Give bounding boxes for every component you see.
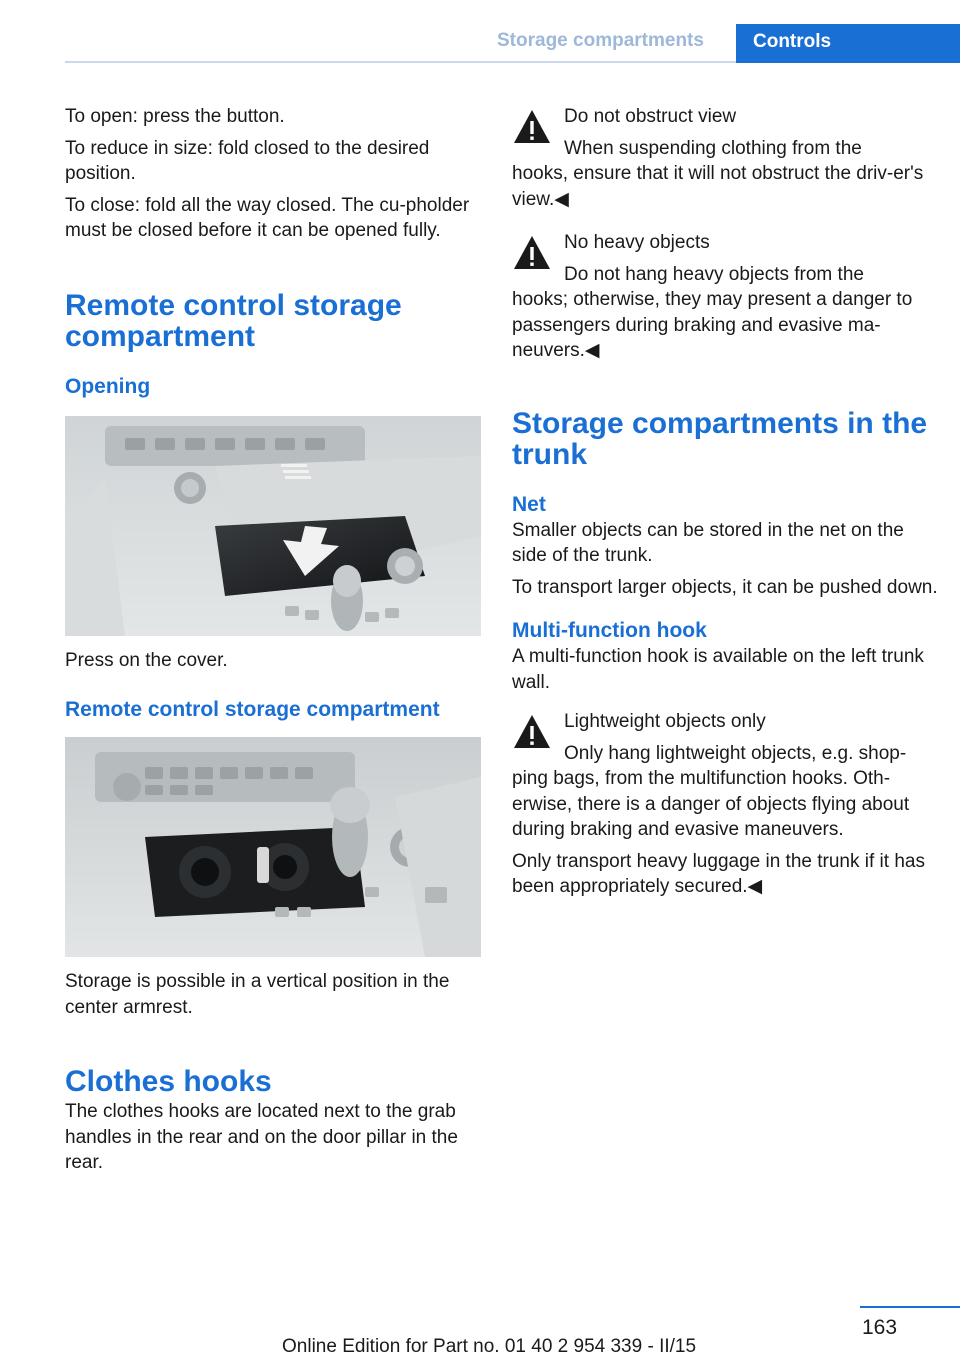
warning-body-heavy-objects-b: hooks; otherwise, they may present a danger to passengers during braking and evasive ma‐neuvers.◀ <box>512 289 913 361</box>
caption-press-cover: Press on the cover. <box>65 649 228 671</box>
caption-vertical-storage: Storage is possible in a vertical position in the center armrest. <box>65 971 450 1018</box>
warning-heavy-objects <box>512 230 942 364</box>
edition-note: Online Edition for Part no. 01 40 2 954 339 - II/15 <box>282 1336 697 1357</box>
photo-console-cover <box>65 416 481 636</box>
warning-body-heavy-objects-a: Do not hang heavy objects from the <box>564 263 864 285</box>
heading-net: Net <box>512 492 546 516</box>
heading-multi-function-hook: Multi-function hook <box>512 619 707 642</box>
warning-body-lightweight-a: Only hang lightweight objects, e.g. shop‐ <box>564 742 907 764</box>
heading-remote-control-storage: Remote control storage compartment <box>65 288 402 353</box>
text-heavy-luggage: Only transport heavy luggage in the trunk if it has been appropriately secured.◀ <box>512 850 925 897</box>
warning-obstruct-view <box>512 104 942 212</box>
warning-title-obstruct-view: Do not obstruct view <box>564 106 737 127</box>
warning-title-heavy-objects: No heavy objects <box>564 232 710 253</box>
photo-armrest-storage <box>65 737 481 957</box>
heading-clothes-hooks: Clothes hooks <box>65 1065 272 1098</box>
heading-trunk-storage: Storage compartments in the trunk <box>512 406 928 471</box>
footer-rule <box>860 1306 960 1308</box>
warning-lightweight-objects <box>512 709 942 843</box>
text-clothes-hooks: The clothes hooks are located next to the grab handles in the rear and on the door pillar in the rear. <box>65 1101 458 1173</box>
text-reduce: To reduce in size: fold closed to the desired position. <box>65 137 430 184</box>
heading-opening: Opening <box>65 374 151 398</box>
warning-triangle-icon <box>512 108 552 146</box>
left-column <box>65 104 483 1182</box>
page-number: 163 <box>862 1316 898 1339</box>
warning-body-obstruct-view-a: When suspending clothing from the <box>564 137 862 159</box>
text-open: To open: press the button. <box>65 106 285 127</box>
text-close: To close: fold all the way closed. The cu‐pholder must be closed before it can be opened fully. <box>65 194 470 241</box>
warning-body-obstruct-view-b: hooks, ensure that it will not obstruct the driv‐er's view.◀ <box>512 163 924 210</box>
warning-body-lightweight-b: ping bags, from the multifunction hooks. Oth‐erwise, there is a danger of objects flying about during braking and evasive maneuvers. <box>512 768 910 840</box>
text-net-2: To transport larger objects, it can be pushed down. <box>512 576 938 598</box>
warning-title-lightweight: Lightweight objects only <box>564 711 766 732</box>
right-column <box>512 104 942 906</box>
header-chapter-tab: Controls <box>736 24 960 63</box>
warning-triangle-icon <box>512 234 552 272</box>
heading-remote-control-storage-2: Remote control storage compartment <box>65 698 440 721</box>
warning-triangle-icon <box>512 713 552 751</box>
header-section-title: Storage compartments <box>497 30 704 51</box>
text-net-1: Smaller objects can be stored in the net on the side of the trunk. <box>512 519 904 566</box>
text-multi-function-hook: A multi-function hook is available on the left trunk wall. <box>512 646 924 693</box>
